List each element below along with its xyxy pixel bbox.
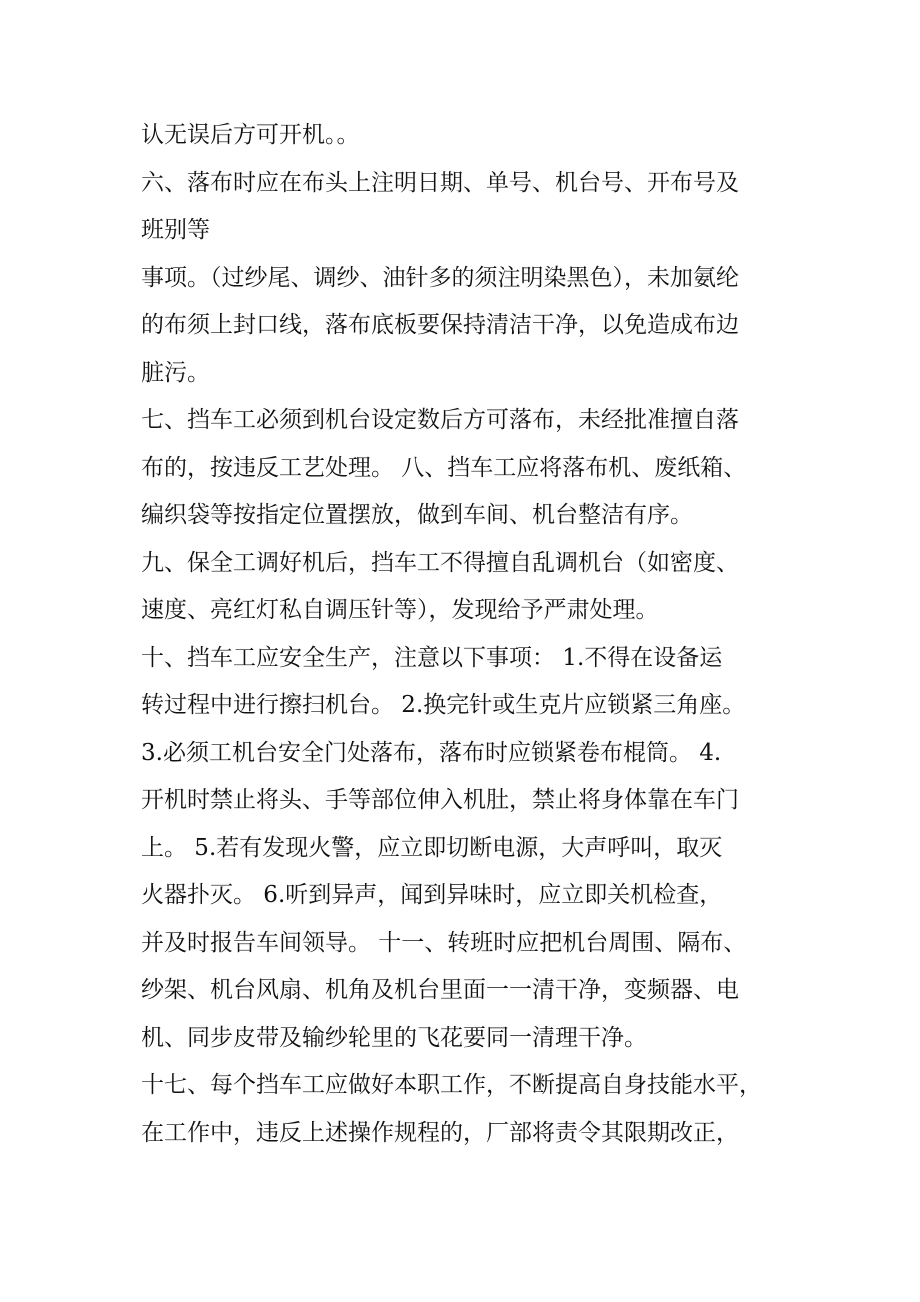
text-line: 机、同步皮带及输纱轮里的飞花要同一清理干净。 (141, 1024, 647, 1051)
text-line: 纱架、机台风扇、机角及机台里面一一清干净，变频器、电 (141, 977, 739, 1003)
text-line: 火器扑灭。 6.听到异声，闻到异味时，应立即关机检查， (141, 882, 723, 908)
text-line: 班别等 (141, 217, 210, 243)
text-line: 认无误后方可开机。。 (141, 122, 360, 148)
text-line: 的布须上封口线，落布底板要保持清洁干净，以免造成布边 (141, 312, 739, 338)
text-line: 布的，按违反工艺处理。 八、挡车工应将落布机、废纸箱、 (141, 454, 747, 481)
text-line: 十、挡车工应安全生产，注意以下事项： 1.不得在设备运 (141, 644, 723, 671)
text-line: 十七、每个挡车工应做好本职工作，不断提高自身技能水平， (141, 1072, 762, 1098)
text-line: 上。 5.若有发现火警，应立即切断电源，大声呼叫，取灭 (141, 834, 723, 861)
text-line: 转过程中进行擦扫机台。 2.换完针或生克片应锁紧三角座。 (141, 692, 746, 718)
text-line: 六、落布时应在布头上注明日期、单号、机台号、开布号及 (141, 169, 739, 196)
text-line: 九、保全工调好机后，挡车工不得擅自乱调机台（如密度、 (141, 549, 739, 576)
text-line: 编织袋等按指定位置摆放，做到车间、机台整洁有序。 (141, 502, 693, 528)
text-line: 3.必须工机台安全门处落布，落布时应锁紧卷布棍筒。 4. (141, 739, 722, 766)
text-line: 事项。（过纱尾、调纱、油针多的须注明染黑色），未加氨纶 (141, 264, 739, 291)
text-line: 在工作中，违反上述操作规程的，厂部将责令其限期改正， (141, 1119, 739, 1146)
text-line: 并及时报告车间领导。 十一、转班时应把机台周围、隔布、 (141, 929, 747, 956)
text-line: 七、挡车工必须到机台设定数后方可落布，未经批准擅自落 (141, 407, 739, 433)
text-line: 开机时禁止将头、手等部位伸入机肚，禁止将身体靠在车门 (141, 787, 739, 813)
text-line: 脏污。 (141, 359, 210, 386)
text-line: 速度、亮红灯私自调压针等），发现给予严肃处理。 (141, 597, 659, 623)
document-body (141, 112, 791, 1157)
